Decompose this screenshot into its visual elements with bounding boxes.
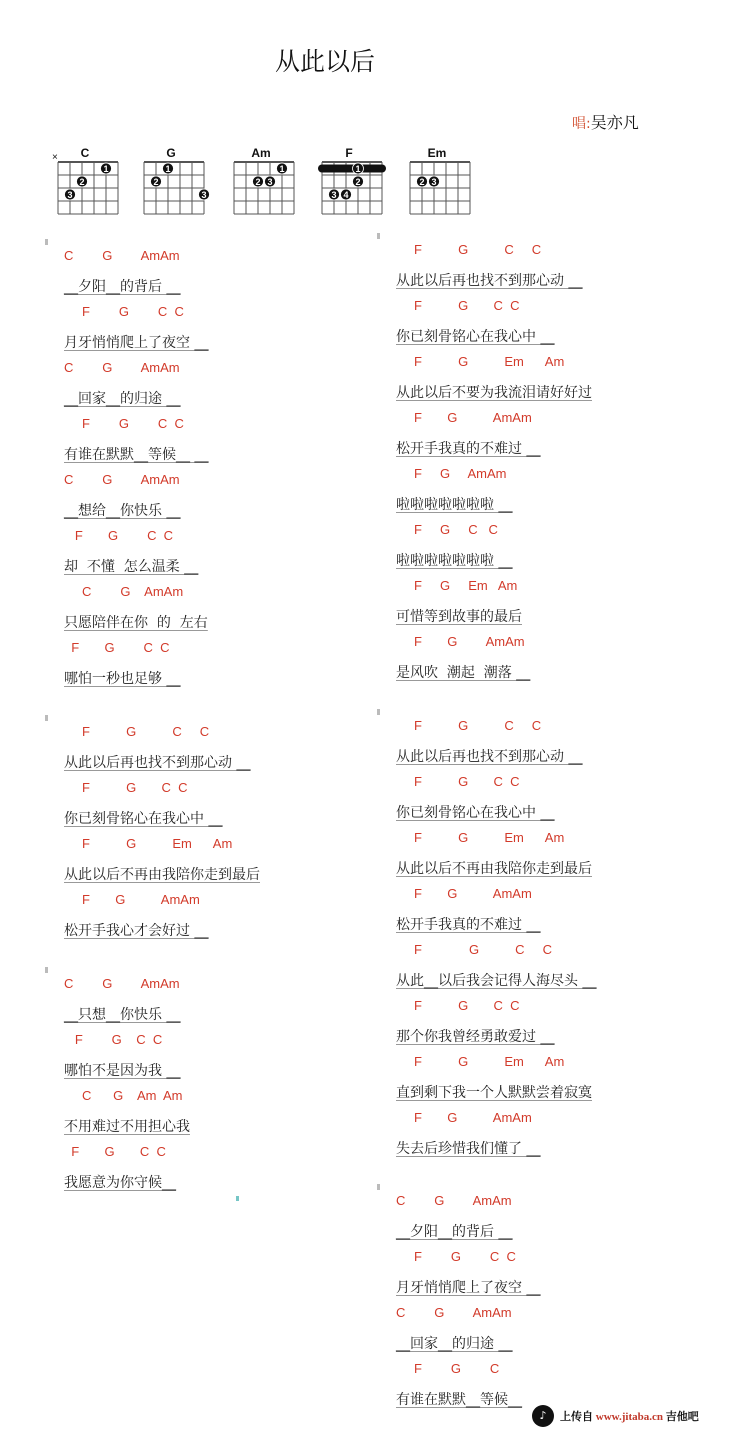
lyric-line: __回家__的归途 __ (396, 1336, 513, 1352)
section-marker (45, 239, 48, 245)
chord-diagram-name: C (80, 146, 90, 160)
fretboard-grid (142, 160, 206, 220)
chord-diagram-name: G (166, 146, 176, 160)
section-marker (45, 715, 48, 721)
fretboard-grid (408, 160, 472, 220)
lyric-line: 啦啦啦啦啦啦啦 __ (396, 497, 513, 513)
finger-number: 3 (431, 177, 437, 187)
lyric-line: 哪怕不是因为我 __ (64, 1063, 181, 1079)
chord-line: F G C C (396, 998, 520, 1013)
lyric-line: 啦啦啦啦啦啦啦 __ (396, 553, 513, 569)
lyric-line: 从此以后不再由我陪你走到最后 (396, 861, 592, 877)
lyric-line: 月牙悄悄爬上了夜空 __ (396, 1280, 541, 1296)
chord-line: F G C C (64, 780, 188, 795)
finger-number: 3 (331, 190, 337, 200)
finger-number: 4 (343, 190, 349, 200)
lyric-line: 松开手我真的不难过 __ (396, 441, 541, 457)
finger-number: 1 (279, 164, 285, 174)
chord-line: F G Em Am (396, 354, 565, 369)
chord-diagram-g (136, 146, 206, 222)
chord-line: F G AmAm (396, 1110, 532, 1125)
chord-line: F G C C (396, 522, 498, 537)
section-marker (377, 1184, 380, 1190)
lyric-line: 松开手我真的不难过 __ (396, 917, 541, 933)
fretboard-grid (320, 160, 384, 220)
guitar-logo-icon: ♪ (532, 1405, 554, 1427)
lyric-line: 月牙悄悄爬上了夜空 __ (64, 335, 209, 351)
lyric-line: 失去后珍惜我们懂了 __ (396, 1141, 541, 1157)
lyric-line: 不用难过不用担心我 (64, 1119, 190, 1135)
lyric-line: 有谁在默默__等候__ __ (64, 447, 209, 463)
chord-line: F G C C (64, 1144, 166, 1159)
lyric-line: 只愿陪伴在你 的 左右 (64, 615, 208, 631)
section-marker (377, 709, 380, 715)
chord-line: C G AmAm (64, 360, 180, 375)
section-marker (377, 233, 380, 239)
watermark-site: www.jitaba.cn (595, 1411, 663, 1423)
finger-number: 3 (201, 190, 207, 200)
chord-line: F G Em Am (396, 578, 518, 593)
chord-line: F G Em Am (396, 1054, 565, 1069)
singer-label: 唱: (572, 116, 591, 132)
chord-line: C G AmAm (64, 976, 180, 991)
chord-line: F G C C (64, 724, 210, 739)
lyric-line: __只想__你快乐 __ (64, 1007, 181, 1023)
chord-line: F G C C (64, 416, 184, 431)
chord-diagram-c (50, 146, 120, 222)
lyric-line: 从此以后不要为我流泪请好好过 (396, 385, 592, 401)
chord-line: F G C C (64, 304, 184, 319)
stray-mark (236, 1196, 239, 1201)
finger-number: 3 (67, 190, 73, 200)
chord-diagram-name: F (345, 146, 353, 160)
chord-diagrams (50, 146, 490, 222)
watermark-prefix: 上传自 (560, 1411, 593, 1423)
chord-line: C G AmAm (396, 1193, 512, 1208)
chord-line: F G C (396, 1361, 500, 1376)
finger-number: 2 (153, 177, 159, 187)
lyric-line: 是风吹 潮起 潮落 __ (396, 665, 531, 681)
chord-line: F G C C (396, 942, 553, 957)
chord-line: F G C C (396, 1249, 516, 1264)
lyric-line: 从此__以后我会记得人海尽头 __ (396, 973, 597, 989)
finger-number: 2 (355, 177, 361, 187)
fretboard-grid (52, 152, 120, 220)
lyric-line: 哪怕一秒也足够 __ (64, 671, 181, 687)
finger-number: 2 (79, 177, 85, 187)
lyric-line: __夕阳__的背后 __ (396, 1224, 513, 1240)
finger-number: 2 (255, 177, 261, 187)
chord-line: F G AmAm (396, 886, 532, 901)
lyric-line: 我愿意为你守候__ (64, 1175, 176, 1191)
chord-line: C G AmAm (396, 1305, 512, 1320)
finger-number: 2 (419, 177, 425, 187)
chord-line: C G Am Am (64, 1088, 183, 1103)
chord-diagram-am (226, 146, 296, 222)
chord-line: C G AmAm (64, 248, 180, 263)
lyric-line: 你已刻骨铭心在我心中 __ (396, 329, 555, 345)
finger-number: 1 (355, 164, 361, 174)
chord-line: F G C C (64, 640, 170, 655)
singer-info (572, 110, 639, 133)
chord-line: F G C C (396, 774, 520, 789)
chord-diagram-name: Am (251, 146, 271, 160)
lyric-line: __夕阳__的背后 __ (64, 279, 181, 295)
lyric-line: 有谁在默默__等候__ (396, 1392, 522, 1408)
chord-line: F G C C (396, 298, 520, 313)
lyric-line: 你已刻骨铭心在我心中 __ (64, 811, 223, 827)
lyric-line: __想给__你快乐 __ (64, 503, 181, 519)
lyric-line: 你已刻骨铭心在我心中 __ (396, 805, 555, 821)
chord-diagram-name: Em (427, 146, 447, 160)
singer-name: 吴亦凡 (590, 113, 639, 132)
chord-line: F G AmAm (396, 466, 507, 481)
lyric-line: 那个你我曾经勇敢爱过 __ (396, 1029, 555, 1045)
chord-line: F G C C (64, 528, 174, 543)
chord-line: F G AmAm (64, 892, 200, 907)
watermark-text (560, 1408, 699, 1424)
fretboard-grid (232, 160, 296, 220)
chord-line: F G AmAm (396, 634, 525, 649)
finger-number: 1 (103, 164, 109, 174)
lyric-line: 从此以后再也找不到那心动 __ (64, 755, 251, 771)
chord-line: F G Em Am (64, 836, 233, 851)
chord-diagram-em (402, 146, 472, 222)
watermark-name: 吉他吧 (665, 1411, 699, 1423)
chord-diagram-f (314, 146, 384, 222)
finger-number: 3 (267, 177, 273, 187)
chord-line: C G AmAm (64, 584, 184, 599)
barre-bar (318, 165, 386, 173)
song-title: 从此以后 (274, 47, 375, 76)
lyric-line: 从此以后再也找不到那心动 __ (396, 749, 583, 765)
watermark (532, 1404, 730, 1428)
chord-line: F G C C (396, 718, 542, 733)
lyric-line: 松开手我心才会好过 __ (64, 923, 209, 939)
muted-string-mark: × (52, 152, 58, 163)
lyric-line: 从此以后不再由我陪你走到最后 (64, 867, 260, 883)
chord-line: F G AmAm (396, 410, 532, 425)
lyric-line: 从此以后再也找不到那心动 __ (396, 273, 583, 289)
chord-line: F G C C (396, 242, 542, 257)
finger-number: 1 (165, 164, 171, 174)
section-marker (45, 967, 48, 973)
chord-line: F G C C (64, 1032, 163, 1047)
lyric-line: 可惜等到故事的最后 (396, 609, 522, 625)
lyric-line: 直到剩下我一个人默默尝着寂寞 (396, 1085, 592, 1101)
lyric-line: 却 不懂 怎么温柔 __ (64, 559, 199, 575)
lyric-line: __回家__的归途 __ (64, 391, 181, 407)
chord-line: F G Em Am (396, 830, 565, 845)
chord-line: C G AmAm (64, 472, 180, 487)
